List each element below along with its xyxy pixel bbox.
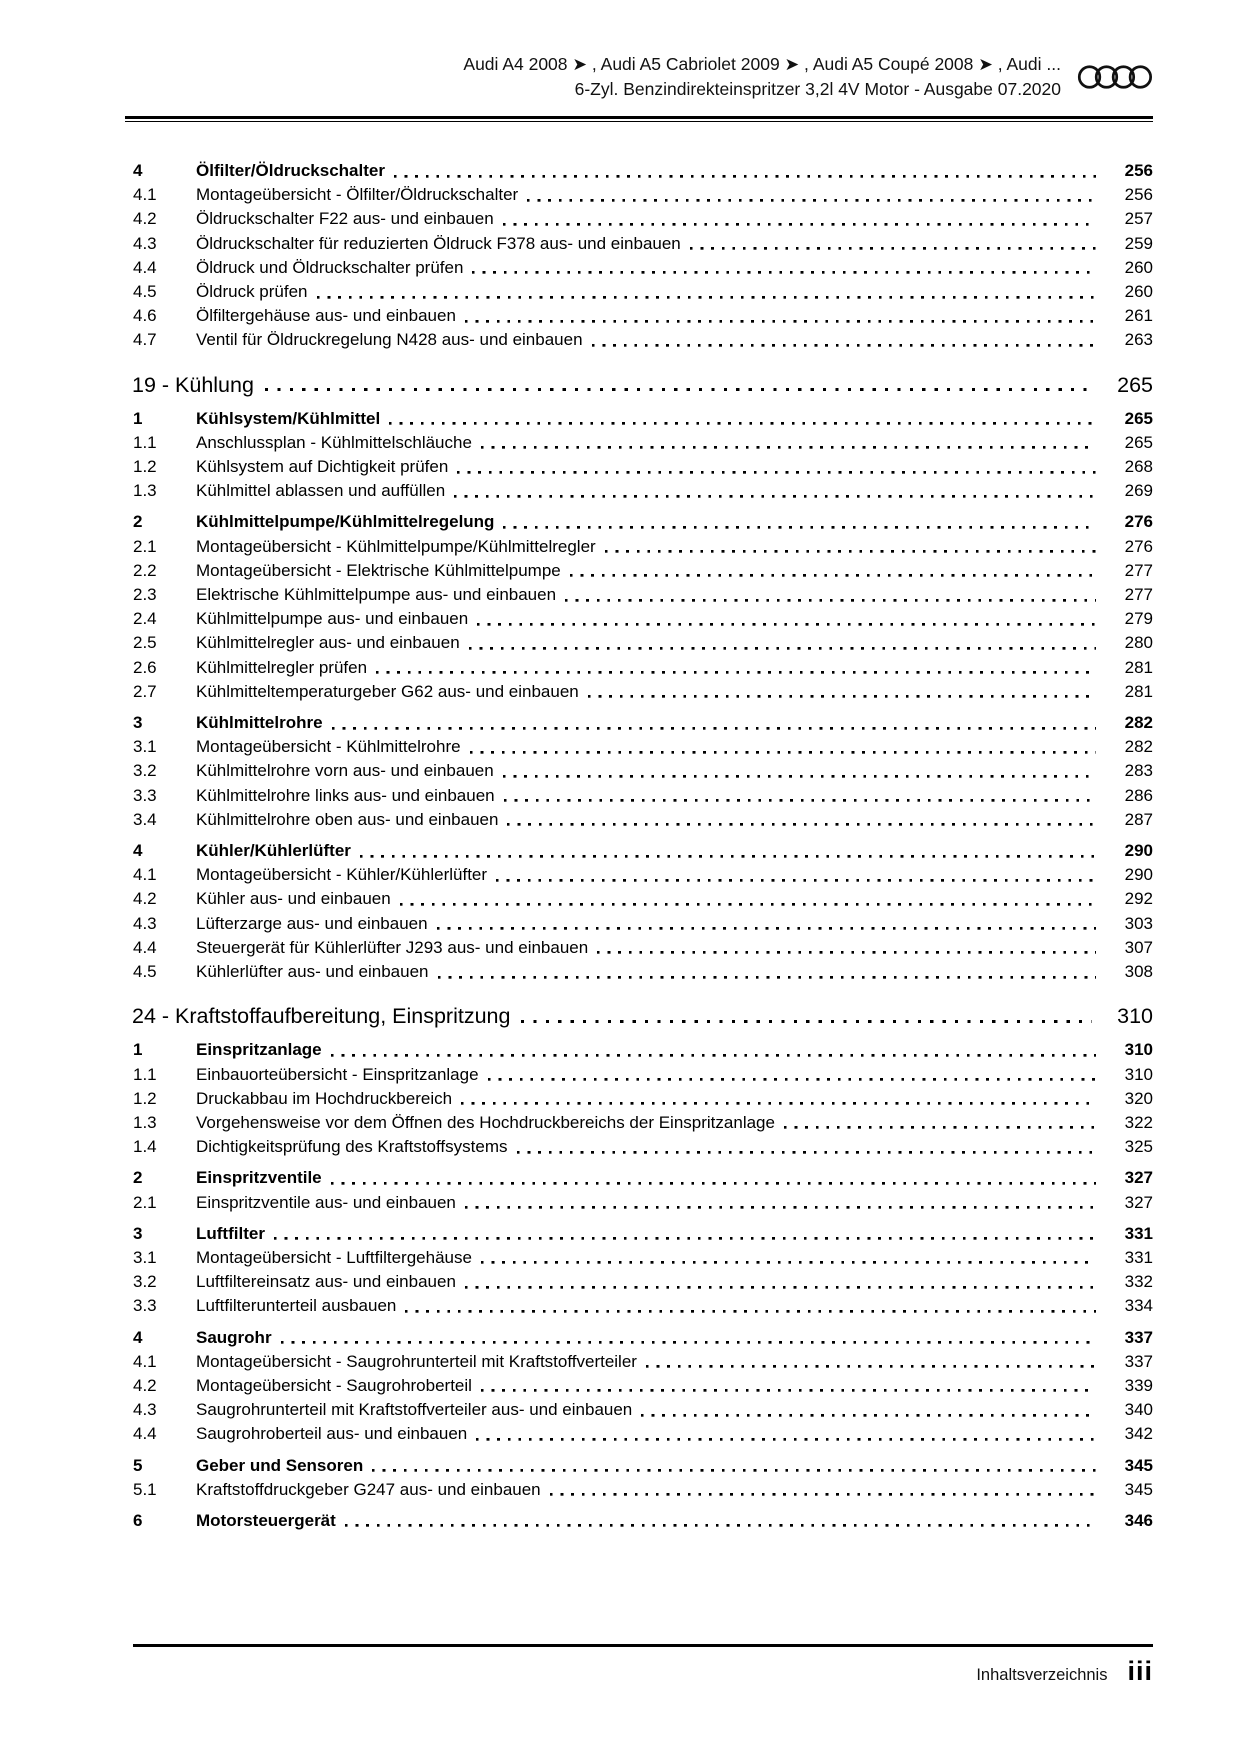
leader-dots <box>507 808 1096 832</box>
leader-dots <box>641 1398 1096 1422</box>
entry-number: 3.3 <box>133 1296 157 1316</box>
entry-page-number: 276 <box>1124 512 1153 532</box>
entry-title: Kühlmitteltemperaturgeber G62 aus- und einbauen <box>196 681 579 701</box>
entry-number: 3.1 <box>133 1247 157 1267</box>
leader-dots <box>281 1326 1096 1350</box>
entry-title: Kühlmittelregler prüfen <box>196 657 368 677</box>
toc-entry-row <box>133 328 1153 352</box>
toc-entry-row <box>133 183 1153 207</box>
toc-entry-row <box>133 159 1153 183</box>
entry-title: Kühlsystem auf Dichtigkeit prüfen <box>196 457 449 477</box>
toc-entry-row <box>133 1191 1153 1215</box>
entry-page-number: 332 <box>1124 1272 1153 1292</box>
entry-number: 2.1 <box>133 1192 157 1212</box>
entry-page-number: 260 <box>1124 257 1153 277</box>
entry-title: Ventil für Öldruckregelung N428 aus- und einbauen <box>196 330 583 350</box>
entry-number: 4.4 <box>133 257 157 277</box>
entry-page-number: 290 <box>1124 865 1153 885</box>
leader-dots <box>372 1454 1096 1478</box>
entry-page-number: 331 <box>1124 1223 1153 1243</box>
entry-title: Motorsteuergerät <box>196 1510 336 1530</box>
entry-page-number: 290 <box>1124 841 1153 861</box>
entry-number: 3.2 <box>133 761 157 781</box>
entry-number: 4.1 <box>133 865 157 885</box>
entry-page-number: 325 <box>1124 1137 1153 1157</box>
leader-dots <box>481 1246 1096 1270</box>
toc-entry-row <box>133 559 1153 583</box>
toc-entry-row <box>133 656 1153 680</box>
leader-dots <box>438 960 1097 984</box>
toc-entry-row <box>133 607 1153 631</box>
toc-entry-row <box>133 256 1153 280</box>
toc-entry-row <box>133 735 1153 759</box>
entry-title: Öldruck und Öldruckschalter prüfen <box>196 257 464 277</box>
entry-page-number: 310 <box>1124 1040 1153 1060</box>
toc-entry-row <box>133 1135 1153 1159</box>
toc-chapter-row <box>133 1001 1153 1031</box>
toc-entry-row <box>133 1294 1153 1318</box>
entry-title: Montageübersicht - Saugrohrunterteil mit Kraftstoffverteiler <box>196 1351 637 1371</box>
leader-dots <box>503 207 1096 231</box>
entry-title: Luftfilter <box>196 1223 265 1243</box>
leader-dots <box>470 735 1096 759</box>
toc-entry-row <box>133 960 1153 984</box>
leader-dots <box>517 1135 1097 1159</box>
leader-dots <box>565 583 1096 607</box>
entry-title: Ölfilter/Öldruckschalter <box>196 161 385 180</box>
header-divider <box>125 116 1153 122</box>
leader-dots <box>389 407 1096 431</box>
entry-page-number: 281 <box>1124 681 1153 701</box>
leader-dots <box>503 510 1096 534</box>
entry-page-number: 257 <box>1124 209 1153 229</box>
toc-entry-row <box>133 479 1153 503</box>
entry-title: Luftfilterunterteil ausbauen <box>196 1296 397 1316</box>
entry-page-number: 283 <box>1124 761 1153 781</box>
leader-dots <box>527 183 1096 207</box>
entry-title: Öldruckschalter F22 aus- und einbauen <box>196 209 494 229</box>
toc-entry-row <box>133 1246 1153 1270</box>
leader-dots <box>503 759 1096 783</box>
entry-number: 4.1 <box>133 185 157 205</box>
toc-entry-row <box>133 1509 1153 1533</box>
entry-number: 2.4 <box>133 609 157 629</box>
leader-dots <box>317 280 1097 304</box>
entry-number: 2.7 <box>133 681 157 701</box>
toc-entry-row <box>133 431 1153 455</box>
entry-title: Kühler aus- und einbauen <box>196 889 391 909</box>
entry-number: 4.6 <box>133 306 157 326</box>
chapter-title: 24 - Kraftstoffaufbereitung, Einspritzung <box>132 1004 511 1029</box>
toc-entry-row <box>133 1087 1153 1111</box>
leader-dots <box>376 656 1096 680</box>
entry-page-number: 331 <box>1124 1247 1153 1267</box>
entry-page-number: 269 <box>1124 481 1153 501</box>
toc-entry-row <box>133 1222 1153 1246</box>
toc-entry-row <box>133 1166 1153 1190</box>
entry-title: Öldruckschalter für reduzierten Öldruck F378 aus- und einbauen <box>196 233 681 253</box>
leader-dots <box>521 1001 1092 1031</box>
entry-page-number: 310 <box>1124 1064 1153 1084</box>
entry-number: 4 <box>133 161 143 180</box>
leader-dots <box>481 1374 1096 1398</box>
entry-title: Einspritzanlage <box>196 1040 322 1060</box>
toc-entry-row <box>133 1422 1153 1446</box>
toc-entry-row <box>133 510 1153 534</box>
entry-title: Einspritzventile <box>196 1168 322 1188</box>
toc-entry-row <box>133 759 1153 783</box>
entry-title: Montageübersicht - Saugrohroberteil <box>196 1375 472 1395</box>
toc-entry-row <box>133 887 1153 911</box>
entry-number: 4.4 <box>133 1424 157 1444</box>
entry-number: 5.1 <box>133 1479 157 1499</box>
toc-entry-row <box>133 680 1153 704</box>
footer-label: Inhaltsverzeichnis <box>976 1666 1108 1684</box>
entry-title: Dichtigkeitsprüfung des Kraftstoffsystems <box>196 1137 508 1157</box>
leader-dots <box>472 256 1096 280</box>
toc-entry-row <box>133 455 1153 479</box>
entry-title: Kühlmittelpumpe aus- und einbauen <box>196 609 469 629</box>
entry-number: 2 <box>133 1168 143 1188</box>
entry-title: Kühlmittelpumpe/Kühlmittelregelung <box>196 512 495 532</box>
entry-number: 1.1 <box>133 432 157 452</box>
entry-page-number: 277 <box>1124 560 1153 580</box>
leader-dots <box>597 936 1096 960</box>
entry-page-number: 261 <box>1124 306 1153 326</box>
entry-page-number: 307 <box>1124 937 1153 957</box>
entry-title: Öldruck prüfen <box>196 282 308 302</box>
entry-page-number: 327 <box>1124 1168 1153 1188</box>
entry-number: 2 <box>133 512 143 532</box>
leader-dots <box>274 1222 1096 1246</box>
entry-page-number: 286 <box>1124 785 1153 805</box>
entry-page-number: 292 <box>1124 889 1153 909</box>
entry-number: 1 <box>133 1040 143 1060</box>
entry-number: 3 <box>133 1223 143 1243</box>
leader-dots <box>504 784 1096 808</box>
entry-title: Saugrohroberteil aus- und einbauen <box>196 1424 468 1444</box>
entry-number: 5 <box>133 1455 143 1475</box>
toc-entry-row <box>133 207 1153 231</box>
entry-page-number: 279 <box>1124 609 1153 629</box>
entry-page-number: 342 <box>1124 1424 1153 1444</box>
entry-number: 3.4 <box>133 809 157 829</box>
entry-number: 4.1 <box>133 1351 157 1371</box>
entry-number: 2.2 <box>133 560 157 580</box>
entry-title: Vorgehensweise vor dem Öffnen des Hochdruckbereichs der Einspritzanlage <box>196 1112 775 1132</box>
toc-entry-row <box>133 1398 1153 1422</box>
leader-dots <box>477 607 1096 631</box>
leader-dots <box>331 1166 1096 1190</box>
page-header <box>133 52 1153 102</box>
toc-entry-row <box>133 1111 1153 1135</box>
toc-entry-row <box>133 535 1153 559</box>
leader-dots <box>690 232 1096 256</box>
leader-dots <box>437 912 1096 936</box>
toc-entry-row <box>133 583 1153 607</box>
entry-page-number: 303 <box>1124 913 1153 933</box>
toc-entry-row <box>133 1038 1153 1062</box>
entry-title: Einbauorteübersicht - Einspritzanlage <box>196 1064 479 1084</box>
entry-number: 1.2 <box>133 457 157 477</box>
toc-entry-row <box>133 407 1153 431</box>
entry-title: Saugrohr <box>196 1327 272 1347</box>
entry-page-number: 327 <box>1124 1192 1153 1212</box>
entry-number: 1.2 <box>133 1088 157 1108</box>
entry-title: Montageübersicht - Luftfiltergehäuse <box>196 1247 472 1267</box>
entry-page-number: 280 <box>1124 633 1153 653</box>
leader-dots <box>588 680 1096 704</box>
entry-page-number: 259 <box>1124 233 1153 253</box>
entry-number: 3.1 <box>133 737 157 757</box>
chapter-page-number: 265 <box>1117 372 1153 397</box>
entry-title: Lüfterzarge aus- und einbauen <box>196 913 428 933</box>
entry-page-number: 277 <box>1124 585 1153 605</box>
entry-title: Kühlmittel ablassen und auffüllen <box>196 481 446 501</box>
leader-dots <box>496 863 1096 887</box>
entry-title: Kühlerlüfter aus- und einbauen <box>196 962 429 982</box>
toc-entry-row <box>133 1374 1153 1398</box>
entry-number: 4.3 <box>133 1400 157 1420</box>
leader-dots <box>605 535 1096 559</box>
leader-dots <box>461 1087 1096 1111</box>
entry-page-number: 260 <box>1124 282 1153 302</box>
audi-rings-icon <box>1077 61 1153 93</box>
entry-page-number: 263 <box>1124 330 1153 350</box>
entry-number: 4.3 <box>133 233 157 253</box>
entry-page-number: 334 <box>1124 1296 1153 1316</box>
leader-dots <box>465 1191 1096 1215</box>
entry-page-number: 265 <box>1124 408 1153 428</box>
entry-page-number: 276 <box>1124 536 1153 556</box>
chapter-title: 19 - Kühlung <box>132 372 254 397</box>
toc-entry-row <box>133 631 1153 655</box>
leader-dots <box>550 1478 1096 1502</box>
entry-title: Druckabbau im Hochdruckbereich <box>196 1088 453 1108</box>
entry-page-number: 345 <box>1124 1455 1153 1475</box>
entry-number: 4 <box>133 841 143 861</box>
leader-dots <box>476 1422 1096 1446</box>
leader-dots <box>488 1063 1096 1087</box>
entry-page-number: 268 <box>1124 457 1153 477</box>
table-of-contents <box>133 152 1153 1533</box>
leader-dots <box>394 159 1096 183</box>
entry-number: 1.1 <box>133 1064 157 1084</box>
toc-entry-row <box>133 232 1153 256</box>
entry-page-number: 308 <box>1124 962 1153 982</box>
entry-title: Kühler/Kühlerlüfter <box>196 841 351 861</box>
entry-title: Montageübersicht - Ölfilter/Öldruckschalter <box>196 185 519 205</box>
leader-dots <box>646 1350 1096 1374</box>
entry-number: 4.3 <box>133 913 157 933</box>
entry-page-number: 287 <box>1124 809 1153 829</box>
entry-title: Kühlmittelrohre links aus- und einbauen <box>196 785 495 805</box>
toc-entry-row <box>133 1270 1153 1294</box>
toc-entry-row <box>133 936 1153 960</box>
entry-number: 2.3 <box>133 585 157 605</box>
entry-title: Saugrohrunterteil mit Kraftstoffverteiler aus- und einbauen <box>196 1400 633 1420</box>
entry-page-number: 265 <box>1124 432 1153 452</box>
entry-page-number: 282 <box>1124 713 1153 733</box>
entry-number: 2.5 <box>133 633 157 653</box>
entry-title: Steuergerät für Kühlerlüfter J293 aus- und einbauen <box>196 937 589 957</box>
leader-dots <box>360 839 1096 863</box>
toc-entry-row <box>133 711 1153 735</box>
entry-page-number: 256 <box>1124 161 1153 180</box>
toc-entry-row <box>133 1350 1153 1374</box>
footer-page-number: iii <box>1127 1656 1153 1686</box>
entry-page-number: 339 <box>1124 1375 1153 1395</box>
entry-title: Kühlmittelrohre <box>196 713 323 733</box>
toc-entry-row <box>133 808 1153 832</box>
entry-title: Luftfiltereinsatz aus- und einbauen <box>196 1272 456 1292</box>
entry-number: 3.3 <box>133 785 157 805</box>
entry-title: Geber und Sensoren <box>196 1455 364 1475</box>
entry-page-number: 322 <box>1124 1112 1153 1132</box>
entry-title: Kühlmittelrohre oben aus- und einbauen <box>196 809 499 829</box>
entry-number: 1 <box>133 408 143 428</box>
entry-number: 3.2 <box>133 1272 157 1292</box>
leader-dots <box>469 631 1096 655</box>
toc-entry-row <box>133 863 1153 887</box>
entry-title: Kühlmittelrohre vorn aus- und einbauen <box>196 761 494 781</box>
entry-title: Elektrische Kühlmittelpumpe aus- und einbauen <box>196 585 557 605</box>
entry-number: 6 <box>133 1510 143 1530</box>
entry-page-number: 337 <box>1124 1327 1153 1347</box>
toc-entry-row <box>133 1478 1153 1502</box>
entry-page-number: 282 <box>1124 737 1153 757</box>
entry-number: 3 <box>133 713 143 733</box>
entry-number: 2.6 <box>133 657 157 677</box>
entry-title: Anschlussplan - Kühlmittelschläuche <box>196 432 472 452</box>
entry-page-number: 320 <box>1124 1088 1153 1108</box>
leader-dots <box>592 328 1096 352</box>
entry-number: 2.1 <box>133 536 157 556</box>
leader-dots <box>457 455 1096 479</box>
leader-dots <box>481 431 1096 455</box>
entry-number: 4.2 <box>133 889 157 909</box>
footer-divider <box>133 1644 1153 1647</box>
entry-title: Einspritzventile aus- und einbauen <box>196 1192 456 1212</box>
entry-title: Kühlmittelregler aus- und einbauen <box>196 633 460 653</box>
leader-dots <box>265 370 1092 400</box>
toc-entry-row <box>133 1454 1153 1478</box>
entry-page-number: 346 <box>1124 1510 1153 1530</box>
leader-dots <box>332 711 1096 735</box>
entry-title: Montageübersicht - Kühler/Kühlerlüfter <box>196 865 488 885</box>
entry-title: Montageübersicht - Kühlmittelpumpe/Kühlmittelregler <box>196 536 596 556</box>
entry-number: 1.3 <box>133 1112 157 1132</box>
entry-number: 4.2 <box>133 1375 157 1395</box>
entry-page-number: 256 <box>1124 185 1153 205</box>
toc-chapter-row <box>133 370 1153 400</box>
entry-number: 4.5 <box>133 962 157 982</box>
leader-dots <box>405 1294 1096 1318</box>
entry-number: 4.2 <box>133 209 157 229</box>
entry-title: Ölfiltergehäuse aus- und einbauen <box>196 306 456 326</box>
leader-dots <box>465 304 1096 328</box>
entry-title: Montageübersicht - Elektrische Kühlmittelpumpe <box>196 560 561 580</box>
leader-dots <box>345 1509 1096 1533</box>
toc-entry-row <box>133 1326 1153 1350</box>
leader-dots <box>400 887 1096 911</box>
entry-number: 4 <box>133 1327 143 1347</box>
page-footer <box>976 1656 1153 1687</box>
header-engine-line: 6-Zyl. Benzindirekteinspritzer 3,2l 4V Motor - Ausgabe 07.2020 <box>574 79 1061 99</box>
entry-number: 4.4 <box>133 937 157 957</box>
leader-dots <box>331 1038 1096 1062</box>
toc-entry-row <box>133 839 1153 863</box>
entry-number: 1.3 <box>133 481 157 501</box>
header-model-line: Audi A4 2008 ➤ , Audi A5 Cabriolet 2009 ➤ , Audi A5 Coupé 2008 ➤ , Audi ... <box>463 54 1061 74</box>
toc-entry-row <box>133 784 1153 808</box>
entry-number: 4.5 <box>133 282 157 302</box>
entry-title: Kühlsystem/Kühlmittel <box>196 408 381 428</box>
entry-page-number: 281 <box>1124 657 1153 677</box>
entry-number: 1.4 <box>133 1137 157 1157</box>
chapter-page-number: 310 <box>1117 1004 1153 1029</box>
entry-title: Montageübersicht - Kühlmittelrohre <box>196 737 461 757</box>
entry-page-number: 337 <box>1124 1351 1153 1371</box>
entry-title: Kraftstoffdruckgeber G247 aus- und einbauen <box>196 1479 541 1499</box>
entry-page-number: 340 <box>1124 1400 1153 1420</box>
toc-entry-row <box>133 1063 1153 1087</box>
leader-dots <box>784 1111 1096 1135</box>
leader-dots <box>454 479 1096 503</box>
entry-number: 4.7 <box>133 330 157 350</box>
toc-entry-row <box>133 912 1153 936</box>
leader-dots <box>465 1270 1096 1294</box>
leader-dots <box>570 559 1096 583</box>
toc-entry-row <box>133 280 1153 304</box>
entry-page-number: 345 <box>1124 1479 1153 1499</box>
toc-entry-row <box>133 304 1153 328</box>
